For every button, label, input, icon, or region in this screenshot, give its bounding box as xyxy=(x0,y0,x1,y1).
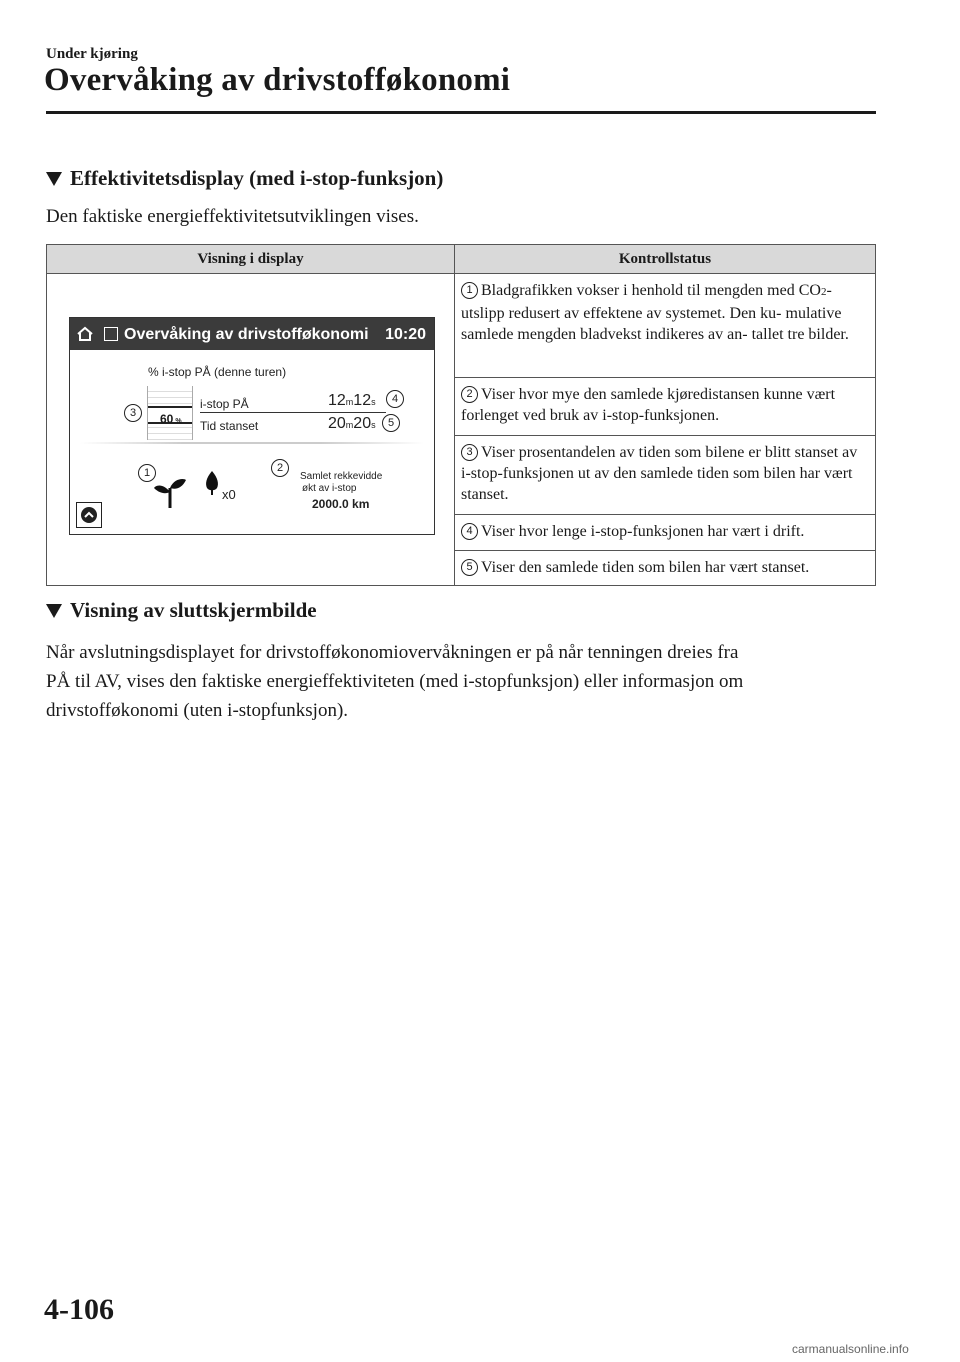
paragraph-line: drivstofføkonomi (uten i-stopfunksjon). xyxy=(46,700,349,721)
page-title: Overvåking av drivstofføkonomi xyxy=(44,62,511,98)
stop-sec-unit: s xyxy=(371,420,376,430)
gauge-label xyxy=(160,409,182,432)
col-header-status: Kontrollstatus xyxy=(455,245,876,274)
number-2: 2 xyxy=(461,386,478,403)
istop-on-time xyxy=(328,390,376,413)
screen-title: Overvåking av drivstofføkonomi xyxy=(124,325,369,343)
status-text-4: Viser hvor lenge i-stop-funksjonen har vært i drift. xyxy=(481,523,805,540)
marker-3: 3 xyxy=(124,404,142,422)
paragraph-line: PÅ til AV, vises den faktiske energieffektiviteten (med i-stopfunksjon) eller informasjon om xyxy=(46,671,744,692)
subheading-final-screen xyxy=(46,598,317,623)
section-separator xyxy=(80,442,424,444)
marker-5: 5 xyxy=(382,414,400,432)
istop-percent-caption: % i-stop PÅ (denne turen) xyxy=(148,365,287,379)
display-illustration-cell xyxy=(47,274,455,586)
marker-2: 2 xyxy=(271,459,289,477)
chevron-up-icon xyxy=(80,506,98,524)
number-3: 3 xyxy=(461,444,478,461)
col-header-display: Visning i display xyxy=(47,245,455,274)
paragraph-line: Når avslutningsdisplayet for drivstofføkonomiovervåkningen er på når tenningen dreies fra xyxy=(46,642,739,663)
stopped-time xyxy=(328,413,376,436)
gauge-band xyxy=(148,406,192,424)
stop-seconds: 20 xyxy=(353,415,372,432)
co2-subscript: 2 xyxy=(820,286,827,298)
status-text-5: Viser den samlede tiden som bilen har vært stanset. xyxy=(481,559,810,576)
triangle-bullet-icon xyxy=(46,172,62,186)
istop-on-label: i-stop PÅ xyxy=(200,397,249,411)
range-label-line2: økt av i-stop xyxy=(302,483,357,494)
subheading-efficiency-display xyxy=(46,166,443,191)
istop-sec-unit: s xyxy=(371,397,376,407)
fuel-economy-screen xyxy=(69,317,435,535)
table-header-row xyxy=(47,245,876,274)
gauge-value: 60 xyxy=(160,412,174,426)
range-label-line1: Samlet rekkevidde xyxy=(300,471,383,482)
subheading-text: Effektivitetsdisplay (med i-stop-funksjon) xyxy=(70,166,444,190)
gauge-unit: % xyxy=(175,418,182,425)
home-icon xyxy=(76,325,94,343)
stop-min-unit: m xyxy=(345,420,354,430)
tree-count: x0 xyxy=(222,487,236,502)
tree-icon xyxy=(204,470,220,496)
range-value: 2000.0 km xyxy=(312,497,370,511)
status-text-1a: Bladgrafikken vokser i henhold til mengden med CO xyxy=(481,282,821,299)
status-text-2: Viser hvor mye den samlede kjøredistansen kunne vært forlenget ved bruk av i-stop-funksjonen. xyxy=(461,386,836,424)
screen-clock: 10:20 xyxy=(385,325,426,343)
marker-1: 1 xyxy=(138,464,156,482)
status-cell-1 xyxy=(455,274,876,378)
scroll-up-button[interactable] xyxy=(76,502,102,528)
istop-minutes: 12 xyxy=(328,392,346,409)
triangle-bullet-icon xyxy=(46,604,62,618)
title-divider xyxy=(46,111,876,114)
watermark: carmanualsonline.info xyxy=(792,1342,909,1356)
status-cell-5 xyxy=(455,551,876,586)
status-cell-2 xyxy=(455,378,876,436)
final-screen-paragraph xyxy=(46,638,743,725)
stopped-time-label: Tid stanset xyxy=(200,419,259,433)
stop-minutes: 20 xyxy=(328,415,346,432)
status-text-1b: -utslipp redusert av effektene av systemet. Den ku- mulative samlede mengden bladvekst indikeres av an- tallet tre bilder. xyxy=(461,282,849,343)
number-5: 5 xyxy=(461,559,478,576)
number-4: 4 xyxy=(461,523,478,540)
status-cell-3 xyxy=(455,436,876,515)
intro-paragraph: Den faktiske energieffektivitetsutviklingen vises. xyxy=(46,206,419,227)
section-label: Under kjøring xyxy=(46,46,138,62)
marker-4: 4 xyxy=(386,390,404,408)
fuel-pump-icon xyxy=(104,327,118,341)
number-1: 1 xyxy=(461,282,478,299)
page-number: 4-106 xyxy=(44,1293,114,1326)
leaf-sprout-icon xyxy=(152,474,188,508)
subheading-text: Visning av sluttskjermbilde xyxy=(70,598,317,622)
istop-min-unit: m xyxy=(345,397,354,407)
status-text-3: Viser prosentandelen av tiden som bilene er blitt stanset av i-stop-funksjonen ut av den samlede tiden som bilen har vært stanset. xyxy=(461,444,858,503)
status-cell-4 xyxy=(455,515,876,551)
screen-header xyxy=(70,318,434,350)
status-table xyxy=(46,244,876,586)
istop-seconds: 12 xyxy=(353,392,372,409)
istop-percent-gauge xyxy=(147,386,193,440)
table-row xyxy=(47,274,876,378)
